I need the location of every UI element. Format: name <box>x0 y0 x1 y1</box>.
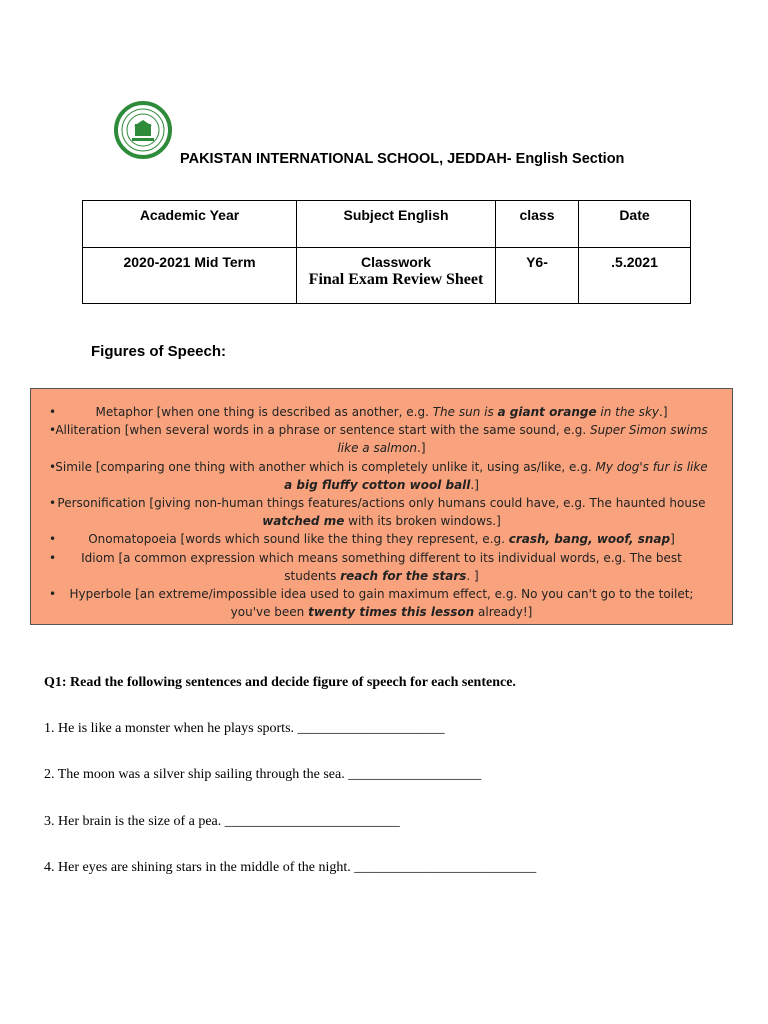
header-class: class <box>496 201 579 248</box>
cell-class: Y6- <box>496 248 579 304</box>
bullet: • <box>49 550 57 565</box>
figure-example-end: in the sky <box>596 405 659 419</box>
figure-item <box>45 549 718 585</box>
header-subject: Subject English <box>297 201 496 248</box>
question-heading: Q1: Read the following sentences and decide figure of speech for each sentence. <box>44 675 516 690</box>
figure-item <box>45 421 718 457</box>
figure-text: Personification [giving non-human things features/actions only humans could have, e.g. The haunted house <box>57 496 706 511</box>
question-item-3: 3. Her brain is the size of a pea. _________________________ <box>44 814 400 829</box>
cell-academic-year: 2020-2021 Mid Term <box>83 248 297 304</box>
figure-text: Alliteration [when several words in a phrase or sentence start with the same sound, e.g. <box>55 423 590 438</box>
figure-item <box>45 494 718 530</box>
figure-item <box>45 585 718 621</box>
bullet: • <box>49 423 57 438</box>
figure-item <box>45 458 718 494</box>
question-item-1: 1. He is like a monster when he plays sports. _____________________ <box>44 721 445 736</box>
bullet: • <box>49 405 57 419</box>
figure-example-bold: twenty times this lesson <box>308 605 475 620</box>
school-crest-icon <box>112 100 174 162</box>
figure-text-end: ] <box>670 532 675 547</box>
info-table <box>82 200 691 304</box>
figure-example-bold: watched me <box>262 514 345 529</box>
cell-date: .5.2021 <box>579 248 691 304</box>
school-title: PAKISTAN INTERNATIONAL SCHOOL, JEDDAH- English Section <box>180 151 625 167</box>
figure-item <box>45 530 718 548</box>
cell-subject <box>297 248 496 304</box>
figure-example-bold: a big fluffy cotton wool ball <box>284 477 471 492</box>
question-item-2: 2. The moon was a silver ship sailing through the sea. ___________________ <box>44 767 482 782</box>
question-item-4: 4. Her eyes are shining stars in the middle of the night. __________________________ <box>44 860 537 875</box>
bullet: • <box>49 459 57 474</box>
header-academic-year: Academic Year <box>83 201 297 248</box>
figure-text-end: .] <box>417 441 426 456</box>
figure-text-end: with its broken windows.] <box>344 514 501 529</box>
header-date: Date <box>579 201 691 248</box>
figures-heading: Figures of Speech: <box>91 343 227 360</box>
figure-example-bold: reach for the stars <box>340 568 467 583</box>
figure-text-end: .] <box>470 477 479 492</box>
figure-text-end: already!] <box>474 605 533 620</box>
figure-item <box>45 403 718 421</box>
figure-text: Idiom [a common expression which means something different to its individual words, e.g. The best students <box>81 550 682 583</box>
figure-text: Metaphor [when one thing is described as another, e.g. <box>95 405 433 419</box>
figure-text: Onomatopoeia [words which sound like the thing they represent, e.g. <box>88 532 509 547</box>
bullet: • <box>49 496 57 511</box>
figure-example: The sun is <box>432 405 498 419</box>
cell-classwork: Classwork <box>360 254 432 270</box>
figure-text-end: . ] <box>466 568 479 583</box>
bullet: • <box>49 532 57 547</box>
figure-example: My dog's fur is like <box>595 459 708 474</box>
figure-text: Simile [comparing one thing with another which is completely unlike it, using as/like, e.g. <box>55 459 596 474</box>
figures-box <box>30 388 733 625</box>
figure-example-bold: crash, bang, woof, snap <box>508 532 671 547</box>
figure-example-bold: a giant orange <box>497 405 597 419</box>
figure-example: Super Simon swims like a salmon <box>337 423 708 456</box>
school-logo <box>112 100 174 162</box>
figure-text-end: .] <box>659 405 668 419</box>
sheet-title: Final Exam Review Sheet <box>308 271 484 288</box>
bullet: • <box>49 587 57 602</box>
figures-list <box>45 403 718 621</box>
figure-text: Hyperbole [an extreme/impossible idea used to gain maximum effect, e.g. No you can't go to the toilet; you've been <box>69 587 694 620</box>
